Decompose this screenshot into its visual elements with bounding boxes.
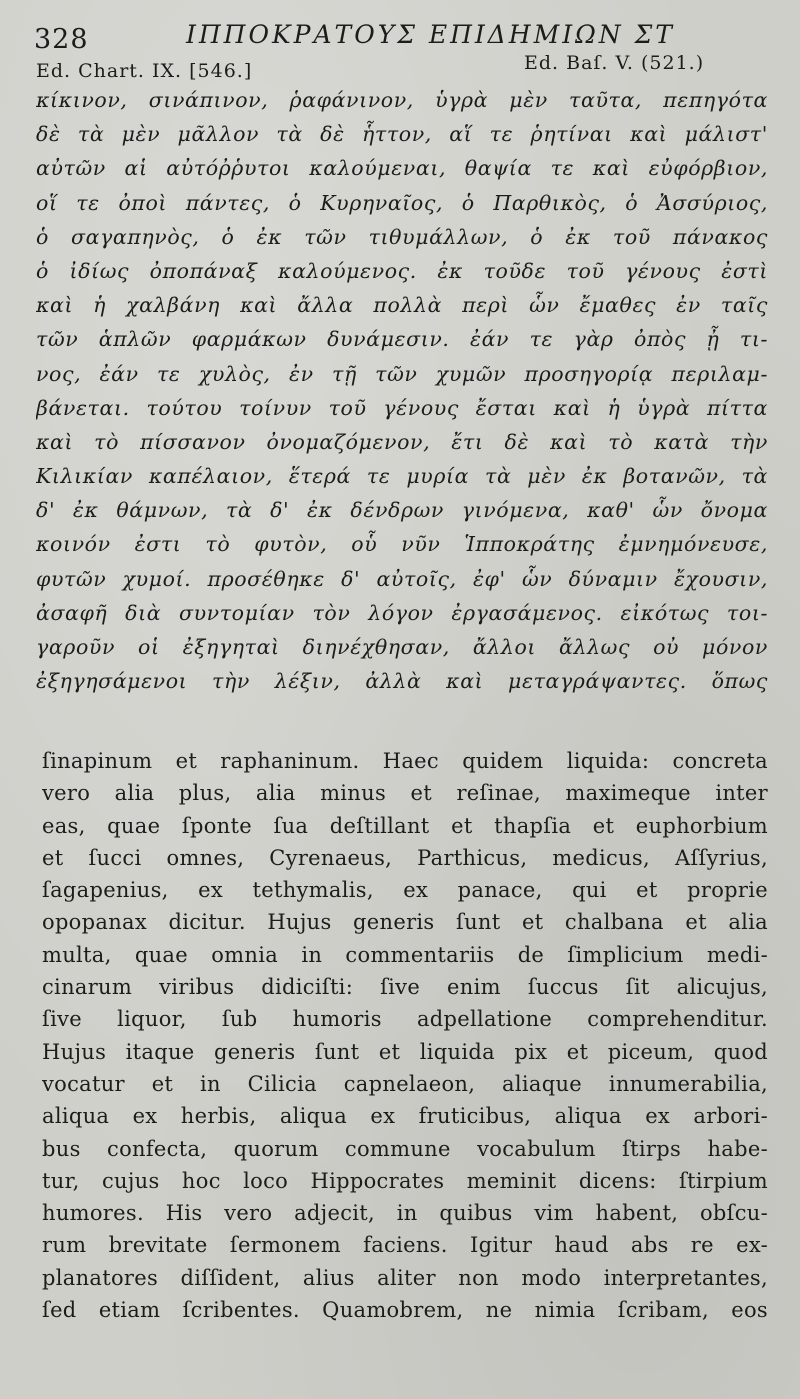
greek-text-line: βάνεται. τούτου τοίνυν τοῦ γένους ἔσται καὶ ἡ ὑγρὰ πίττα bbox=[36, 395, 768, 420]
latin-text-block bbox=[42, 745, 768, 1326]
latin-text-line: bus confecta, quorum commune vocabulum ſtirps habe- bbox=[42, 1136, 768, 1161]
latin-text-line: ſinapinum et raphaninum. Haec quidem liquida: concreta bbox=[42, 749, 768, 773]
greek-text-line: φυτῶν χυμοί. προσέθηκε δ' αὐτοῖς, ἐφ' ὧν δύναμιν ἔχουσιν, bbox=[36, 566, 768, 591]
latin-text-line: humores. His vero adjecit, in quibus vim habent, obſcu- bbox=[42, 1201, 768, 1226]
latin-text-line: tur, cujus hoc loco Hippocrates meminit dicens: ſtirpium bbox=[42, 1168, 768, 1193]
greek-text-line: ἀσαφῆ διὰ συντομίαν τὸν λόγον ἐργασάμενος. εἰκότως τοι- bbox=[36, 600, 768, 625]
latin-text-line: Hujus itaque generis ſunt et liquida pix et piceum, quod bbox=[42, 1039, 768, 1064]
latin-text-line: eas, quae ſponte ſua deſtillant et thapſia et euphorbium bbox=[42, 813, 768, 838]
greek-text-line: Κιλικίαν καπέλαιον, ἕτερά τε μυρία τὰ μὲν ἐκ βοτανῶν, τὰ bbox=[36, 464, 768, 489]
greek-text-line: τῶν ἁπλῶν φαρμάκων δυνάμεσιν. ἐάν τε γὰρ ὀπὸς ᾖ τι- bbox=[36, 327, 768, 352]
latin-text-line: cinarum viribus didiciſti: ſive enim ſuccus ſit alicujus, bbox=[42, 975, 768, 1000]
latin-text-line: vocatur et in Cilicia capnelaeon, aliaque innumerabilia, bbox=[42, 1071, 768, 1096]
greek-text-line: νος, ἐάν τε χυλὸς, ἐν τῇ τῶν χυμῶν προσηγορίᾳ περιλαμ- bbox=[36, 361, 768, 386]
latin-text-line: opopanax dicitur. Hujus generis ſunt et chalbana et alia bbox=[42, 910, 768, 935]
edition-reference-right: Ed. Baſ. V. (521.) bbox=[524, 52, 705, 74]
latin-text-line: ſed etiam ſcribentes. Quamobrem, ne nimia ſcribam, eos bbox=[42, 1298, 768, 1323]
greek-text-line: κοινόν ἐστι τὸ φυτὸν, οὗ νῦν Ἱπποκράτης ἐμνημόνευσε, bbox=[36, 532, 768, 557]
greek-text-line: οἵ τε ὀποὶ πάντες, ὁ Κυρηναῖος, ὁ Παρθικὸς, ὁ Ἀσσύριος, bbox=[36, 190, 768, 215]
latin-text-line: ſive liquor, ſub humoris adpellatione comprehenditur. bbox=[42, 1007, 768, 1032]
latin-text-line: multa, quae omnia in commentariis de ſimplicium medi- bbox=[42, 942, 768, 967]
edition-reference-left: Ed. Chart. IX. [546.] bbox=[36, 60, 253, 82]
latin-text-line: vero alia plus, alia minus et reſinae, maximeque inter bbox=[42, 781, 768, 806]
latin-text-line: aliqua ex herbis, aliqua ex fruticibus, aliqua ex arbori- bbox=[42, 1104, 768, 1129]
greek-text-line: ἐξηγησάμενοι τὴν λέξιν, ἀλλὰ καὶ μεταγράψαντες. ὅπως bbox=[36, 669, 768, 694]
greek-text-line: καὶ τὸ πίσσανον ὀνομαζόμενον, ἔτι δὲ καὶ τὸ κατὰ τὴν bbox=[36, 429, 768, 454]
latin-text-line: ſagapenius, ex tethymalis, ex panace, qui et proprie bbox=[42, 878, 768, 903]
greek-text-line: ὁ σαγαπηνὸς, ὁ ἐκ τῶν τιθυμάλλων, ὁ ἐκ τοῦ πάνακος bbox=[36, 224, 768, 249]
greek-text-line: ὁ ἰδίως ὀποπάναξ καλούμενος. ἐκ τοῦδε τοῦ γένους ἐστὶ bbox=[36, 258, 768, 283]
greek-text-block bbox=[36, 83, 768, 698]
greek-text-line: γαροῦν οἱ ἐξηγηταὶ διηνέχθησαν, ἄλλοι ἄλλως οὐ μόνον bbox=[36, 635, 768, 659]
latin-text-line: et ſucci omnes, Cyrenaeus, Parthicus, medicus, Aſſyrius, bbox=[42, 845, 768, 870]
greek-text-line: κίκινον, σινάπινον, ῥαφάνινον, ὑγρὰ μὲν ταῦτα, πεπηγότα bbox=[36, 88, 768, 112]
page-header bbox=[34, 16, 774, 56]
latin-text-line: planatores diſſident, alius aliter non modo interpretantes, bbox=[42, 1265, 768, 1290]
greek-text-line: δ' ἐκ θάμνων, τὰ δ' ἐκ δένδρων γινόμενα, καθ' ὧν ὄνομα bbox=[36, 498, 768, 523]
greek-text-line: καὶ ἡ χαλβάνη καὶ ἄλλα πολλὰ περὶ ὧν ἔμαθες ἐν ταῖς bbox=[36, 293, 768, 318]
running-title: ΙΠΠΟΚΡΑΤΟΥΣ ΕΠΙΔΗΜΙΩΝ ΣΤ bbox=[186, 20, 675, 49]
page-number: 328 bbox=[34, 24, 89, 55]
greek-text-line: δὲ τὰ μὲν μᾶλλον τὰ δὲ ἧττον, αἵ τε ῥητίναι καὶ μάλιστ' bbox=[36, 122, 768, 147]
greek-text-line: αὐτῶν αἱ αὐτόῤῥυτοι καλούμεναι, θαψία τε καὶ εὐφόρβιον, bbox=[36, 156, 768, 181]
latin-text-line: rum brevitate ſermonem faciens. Igitur haud abs re ex- bbox=[42, 1233, 768, 1258]
